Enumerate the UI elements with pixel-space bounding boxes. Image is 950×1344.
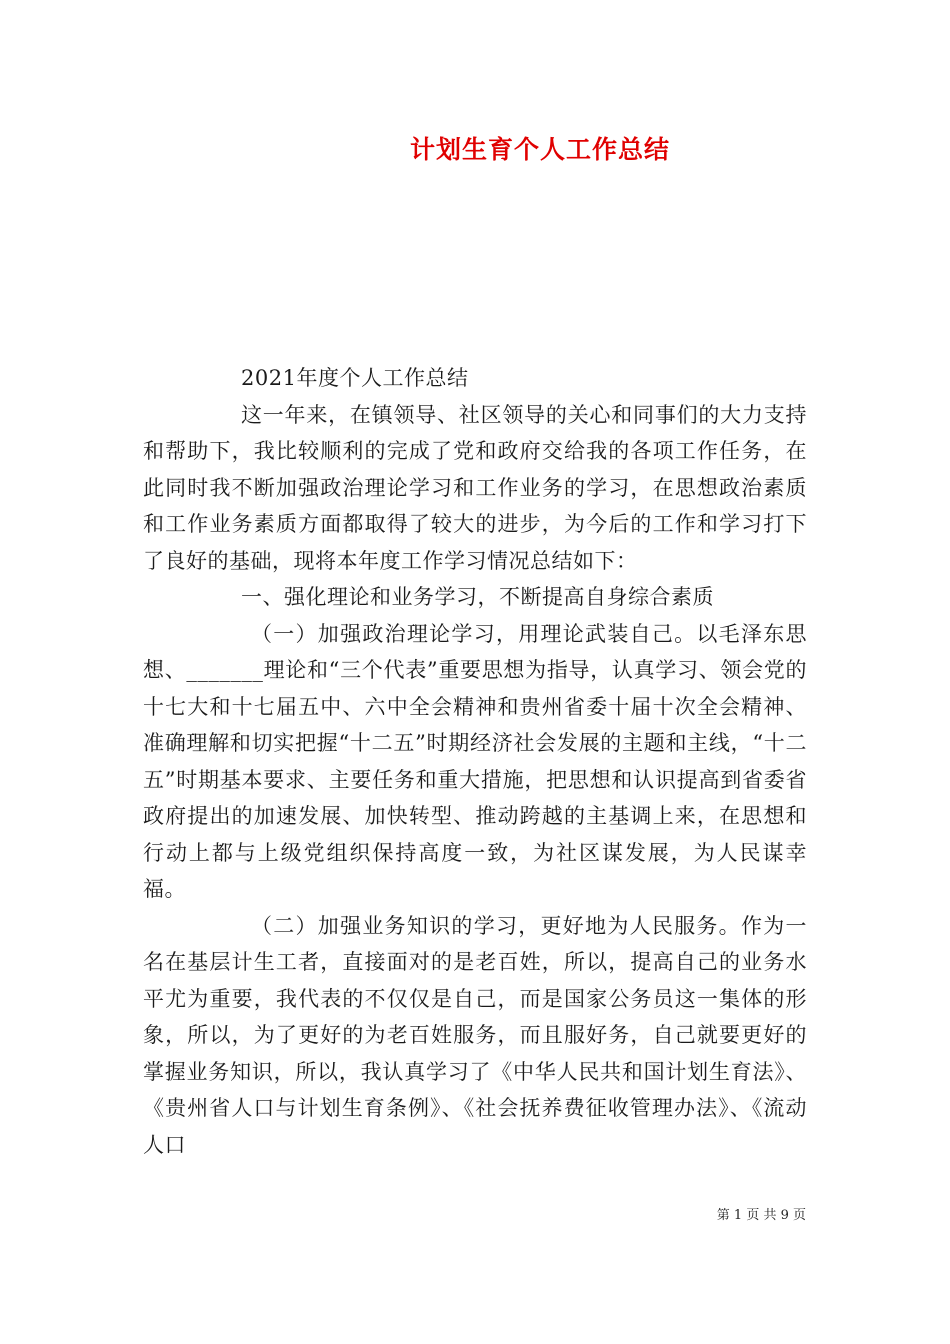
paragraph-subsection-1: （一）加强政治理论学习，用理论武装自己。以毛泽东思想、_______理论和“三个代表”重要思想为指导，认真学习、领会党的十七大和十七届五中、六中全会精神和贵州省委十届十次全会精神、准确理解和切实把握“十二五”时期经济社会发展的主题和主线，“十二五”时期基本要求、主要任务和重大措施，把思想和认识提高到省委省政府提出的加速发展、加快转型、推动跨越的主基调上来，在思想和行动上都与上级党组织保持高度一致，为社区谋发展，为人民谋幸福。 xyxy=(143,621,807,901)
section-heading-1: 一、强化理论和业务学习，不断提高自身综合素质 xyxy=(241,585,714,609)
document-title: 计划生育个人工作总结 xyxy=(409,135,670,164)
paragraph-year-heading: 2021年度个人工作总结 xyxy=(241,366,469,390)
paragraph-subsection-2: （二）加强业务知识的学习，更好地为人民服务。作为一名在基层计生工者，直接面对的是老百姓，所以，提高自己的业务水平尤为重要，我代表的不仅仅是自己，而是国家公务员这一集体的形象，所以，为了更好的为老百姓服务，而且服好务，自己就要更好的掌握业务知识，所以，我认真学习了《中华人民共和国计划生育法》、《贵州省人口与计划生育条例》、《社会抚养费征收管理办法》、《流动人口 xyxy=(143,913,807,1157)
paragraph-intro: 这一年来，在镇领导、社区领导的关心和同事们的大力支持和帮助下，我比较顺利的完成了党和政府交给我的各项工作任务，在此同时我不断加强政治理论学习和工作业务的学习，在思想政治素质和工作业务素质方面都取得了较大的进步，为今后的工作和学习打下了良好的基础，现将本年度工作学习情况总结如下： xyxy=(143,402,807,573)
document-body xyxy=(143,360,807,1163)
page-number-footer: 第 1 页 共 9 页 xyxy=(716,1208,806,1223)
